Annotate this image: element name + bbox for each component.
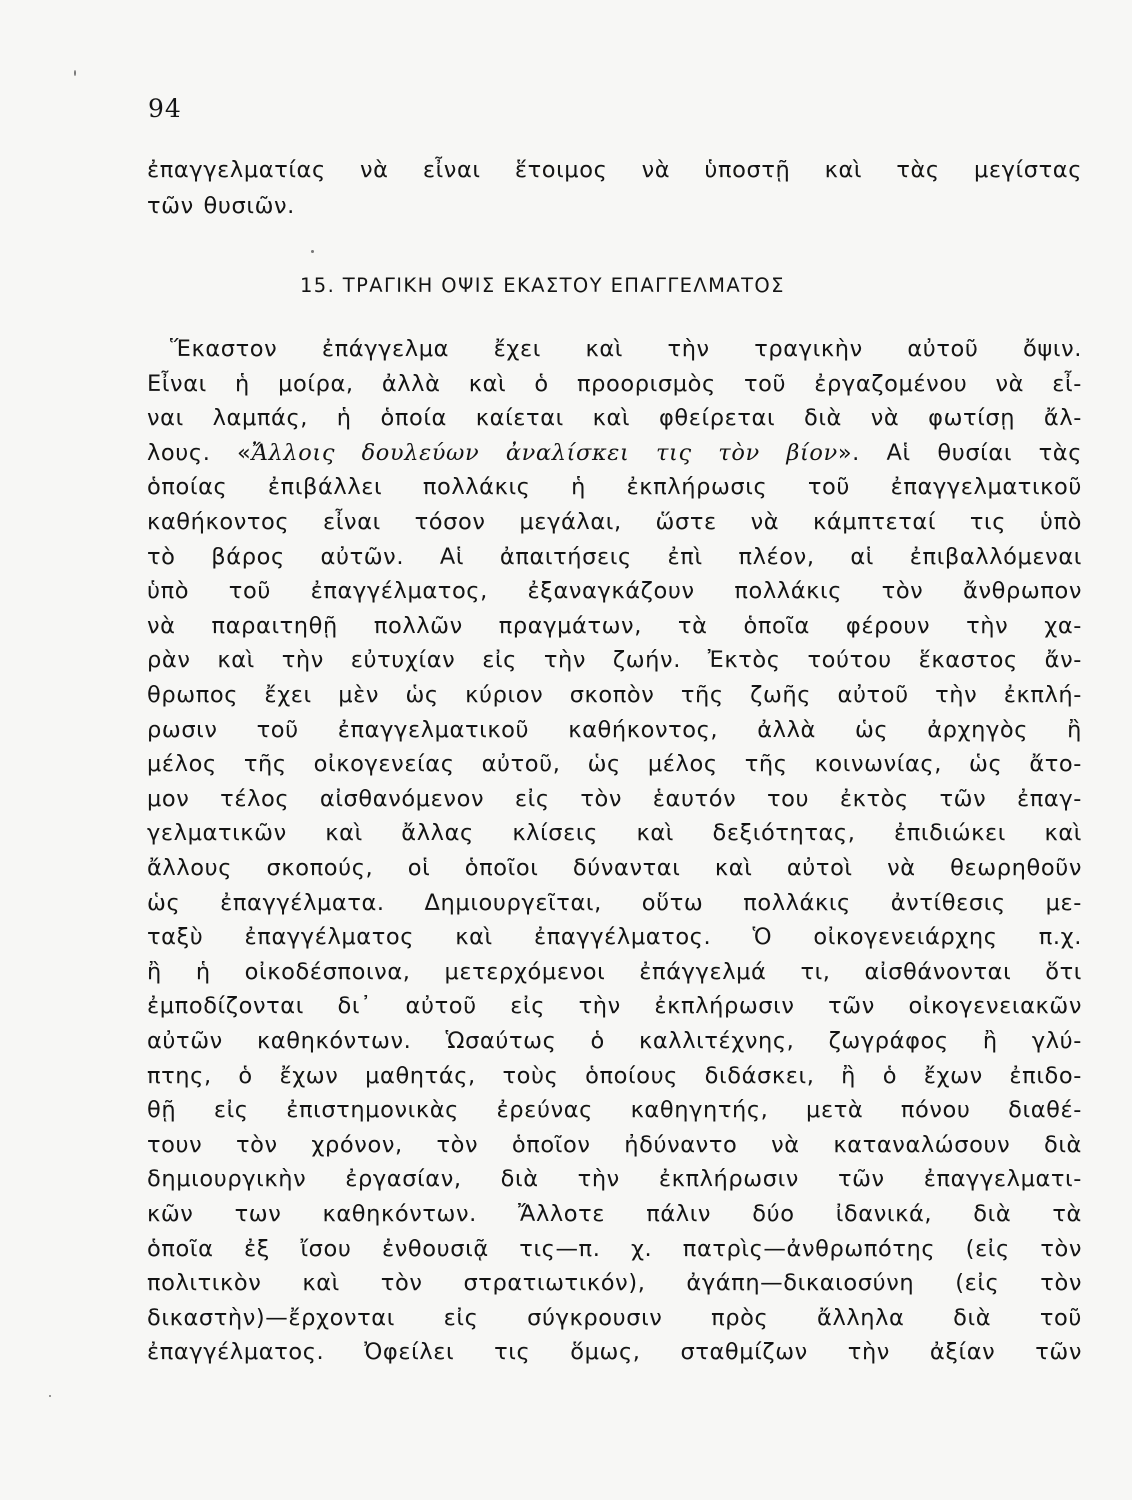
body-line-10: ρὰν καὶ τὴν εὐτυχίαν εἰς τὴν ζωήν. Ἐκτὸς τούτου ἕκαστος ἄν-: [147, 647, 1082, 674]
body-line-21: αὐτῶν καθηκόντων. Ὡσαύτως ὁ καλλιτέχνης, ζωγράφος ἢ γλύ-: [147, 1028, 1082, 1054]
body-line-15: γελματικῶν καὶ ἄλλας κλίσεις καὶ δεξιότητας, ἐπιδιώκει καὶ: [147, 820, 1082, 847]
body-line-18: ταξὺ ἐπαγγέλματος καὶ ἐπαγγέλματος. Ὁ οἰκογενειάρχης π.χ.: [147, 924, 1082, 951]
body-line-7: τὸ βάρος αὐτῶν. Αἱ ἀπαιτήσεις ἐπὶ πλέον, αἱ ἐπιβαλλόμεναι: [147, 543, 1082, 570]
body-line-5: ὁποίας ἐπιβάλλει πολλάκις ἡ ἐκπλήρωσις τοῦ ἐπαγγελματικοῦ: [147, 474, 1082, 501]
scan-speck: [74, 70, 76, 76]
body-line-29: δικαστὴν)—ἔρχονται εἰς σύγκρουσιν πρὸς ἄλληλα διὰ τοῦ: [147, 1304, 1082, 1331]
body-line-28: πολιτικὸν καὶ τὸν στρατιωτικόν), ἀγάπη—δικαιοσύνη (εἰς τὸν: [147, 1270, 1082, 1297]
body-line-16: ἄλλους σκοπούς, οἱ ὁποῖοι δύνανται καὶ αὐτοὶ νὰ θεωρηθοῦν: [147, 855, 1082, 881]
text-fragment: ». Αἱ θυσίαι τὰς: [837, 439, 1083, 466]
body-line-2: Εἶναι ἡ μοίρα, ἀλλὰ καὶ ὁ προορισμὸς τοῦ ἐργαζομένου νὰ εἶ-: [147, 370, 1082, 397]
body-line-9: νὰ παραιτηθῇ πολλῶν πραγμάτων, τὰ ὁποῖα φέρουν τὴν χα-: [147, 612, 1082, 639]
body-line-13: μέλος τῆς οἰκογενείας αὐτοῦ, ὡς μέλος τῆς κοινωνίας, ὡς ἄτο-: [147, 751, 1082, 778]
body-line-30: ἐπαγγέλματος. Ὀφείλει τις ὅμως, σταθμίζων τὴν ἀξίαν τῶν: [147, 1339, 1082, 1366]
body-line-25: δημιουργικὴν ἐργασίαν, διὰ τὴν ἐκπλήρωσιν τῶν ἐπαγγελματι-: [147, 1166, 1082, 1193]
intro-line-2: τῶν θυσιῶν.: [147, 193, 295, 219]
scan-speck: [49, 1395, 51, 1397]
body-line-22: πτης, ὁ ἔχων μαθητάς, τοὺς ὁποίους διδάσκει, ἢ ὁ ἔχων ἐπιδο-: [147, 1062, 1082, 1089]
body-line-3: ναι λαμπάς, ἡ ὁποία καίεται καὶ φθείρεται διὰ νὰ φωτίσῃ ἄλ-: [147, 405, 1082, 432]
scan-speck: [311, 250, 314, 253]
section-heading: 15. ΤΡΑΓΙΚΗ ΟΨΙΣ ΕΚΑΣΤΟΥ ΕΠΑΓΓΕΛΜΑΤΟΣ: [300, 274, 785, 297]
body-line-11: θρωπος ἔχει μὲν ὡς κύριον σκοπὸν τῆς ζωῆς αὐτοῦ τὴν ἐκπλή-: [147, 682, 1082, 708]
body-line-24: τουν τὸν χρόνον, τὸν ὁποῖον ἠδύναντο νὰ καταναλώσουν διὰ: [147, 1131, 1082, 1158]
body-line-23: θῇ εἰς ἐπιστημονικὰς ἐρεύνας καθηγητής, μετὰ πόνου διαθέ-: [147, 1097, 1082, 1124]
body-line-12: ρωσιν τοῦ ἐπαγγελματικοῦ καθήκοντος, ἀλλὰ ὡς ἀρχηγὸς ἢ: [147, 716, 1082, 743]
body-line-27: ὁποῖα ἐξ ἴσου ἐνθουσιᾷ τις—π. χ. πατρὶς—ἀνθρωπότης (εἰς τὸν: [147, 1235, 1082, 1262]
text-fragment: λους. «: [147, 439, 252, 466]
body-line-19: ἢ ἡ οἰκοδέσποινα, μετερχόμενοι ἐπάγγελμά τι, αἰσθάνονται ὅτι: [147, 958, 1082, 985]
body-line-1: Ἕκαστον ἐπάγγελμα ἔχει καὶ τὴν τραγικὴν αὐτοῦ ὄψιν.: [170, 336, 1082, 362]
body-line-6: καθήκοντος εἶναι τόσον μεγάλαι, ὥστε νὰ κάμπτεταί τις ὑπὸ: [147, 509, 1082, 535]
quotation-italic: Ἄλλοις δουλεύων ἀναλίσκει τις τὸν βίον: [251, 439, 838, 466]
body-line-17: ὡς ἐπαγγέλματα. Δημιουργεῖται, οὕτω πολλάκις ἀντίθεσις με-: [147, 889, 1082, 916]
intro-line-1: ἐπαγγελματίας νὰ εἶναι ἕτοιμος νὰ ὑποστῇ καὶ τὰς μεγίστας: [147, 157, 1082, 183]
page-number: 94: [148, 94, 182, 123]
body-line-26: κῶν των καθηκόντων. Ἄλλοτε πάλιν δύο ἰδανικά, διὰ τὰ: [147, 1201, 1082, 1227]
body-line-8: ὑπὸ τοῦ ἐπαγγέλματος, ἐξαναγκάζουν πολλάκις τὸν ἄνθρωπον: [147, 578, 1082, 605]
body-line-14: μον τέλος αἰσθανόμενον εἰς τὸν ἑαυτόν του ἐκτὸς τῶν ἐπαγ-: [147, 785, 1082, 812]
body-line-4: [147, 440, 1082, 466]
body-line-20: ἐμποδίζονται δι᾽ αὐτοῦ εἰς τὴν ἐκπλήρωσιν τῶν οἰκογενειακῶν: [147, 993, 1082, 1020]
